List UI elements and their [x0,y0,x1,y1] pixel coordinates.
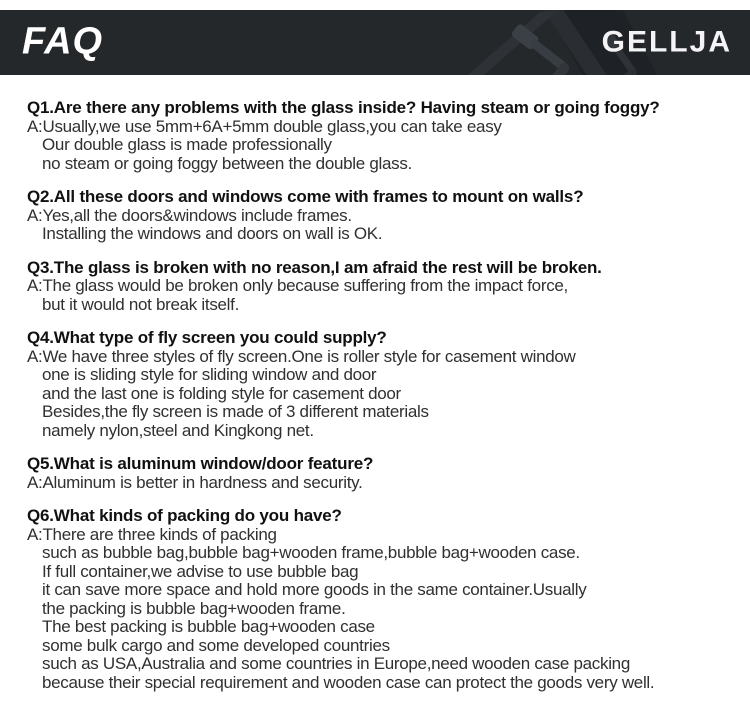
faq-answer-line: namely nylon,steel and Kingkong net. [42,420,314,440]
faq-item [27,329,732,440]
faq-item [27,507,732,692]
faq-answer-line: Our double glass is made professionally [42,135,332,154]
faq-page [0,10,750,720]
faq-item [27,188,732,244]
brand-logo: GELLJA [601,24,732,58]
faq-list [0,75,750,692]
faq-answer-line: it can save more space and hold more goods in the same container.Usually [42,580,587,599]
faq-answer-line: and the last one is folding style for casement door [42,383,401,403]
faq-answer-line: such as bubble bag,bubble bag+wooden frame,bubble bag+wooden case. [42,543,580,562]
faq-answer-line: The best packing is bubble bag+wooden case [42,617,375,636]
faq-answer-line: Installing the windows and doors on wall is OK. [42,224,383,243]
faq-answer-line: one is sliding style for sliding window and door [42,365,377,384]
faq-question: Q3.The glass is broken with no reason,I am afraid the rest will be broken. [27,257,602,277]
faq-item [27,99,732,173]
faq-question: Q5.What is aluminum window/door feature? [27,454,374,473]
faq-question: Q6.What kinds of packing do you have? [27,506,342,525]
page-title: FAQ [22,19,104,62]
faq-question: Q4.What type of fly screen you could supply? [27,328,387,347]
faq-answer-line: but it would not break itself. [42,294,240,314]
faq-answer-line: the packing is bubble bag+wooden frame. [42,598,346,618]
faq-answer-line: Besides,the fly screen is made of 3 different materials [42,402,429,421]
faq-answer-line: A:We have three styles of fly screen.One is roller style for casement window [27,346,576,366]
header [0,10,750,75]
faq-answer-line: If full container,we advise to use bubble bag [42,561,359,581]
faq-answer-line: because their special requirement and wooden case can protect the goods very well. [42,672,655,692]
faq-answer-line: no steam or going foggy between the double glass. [42,153,412,173]
faq-answer-line: such as USA,Australia and some countries in Europe,need wooden case packing [42,654,630,673]
faq-answer-line: A:Aluminum is better in hardness and security. [27,472,363,492]
faq-answer-line: A:Yes,all the doors&windows include frames. [27,205,352,225]
faq-answer-line: some bulk cargo and some developed countries [42,635,390,655]
faq-answer-line: A:There are three kinds of packing [27,524,277,544]
faq-answer-line: A:The glass would be broken only because suffering from the impact force, [27,276,568,295]
faq-question: Q2.All these doors and windows come with frames to mount on walls? [27,187,584,206]
faq-item [27,455,732,492]
faq-answer-line: A:Usually,we use 5mm+6A+5mm double glass,you can take easy [27,116,502,136]
faq-question: Q1.Are there any problems with the glass inside? Having steam or going foggy? [27,98,660,117]
faq-item [27,259,732,315]
